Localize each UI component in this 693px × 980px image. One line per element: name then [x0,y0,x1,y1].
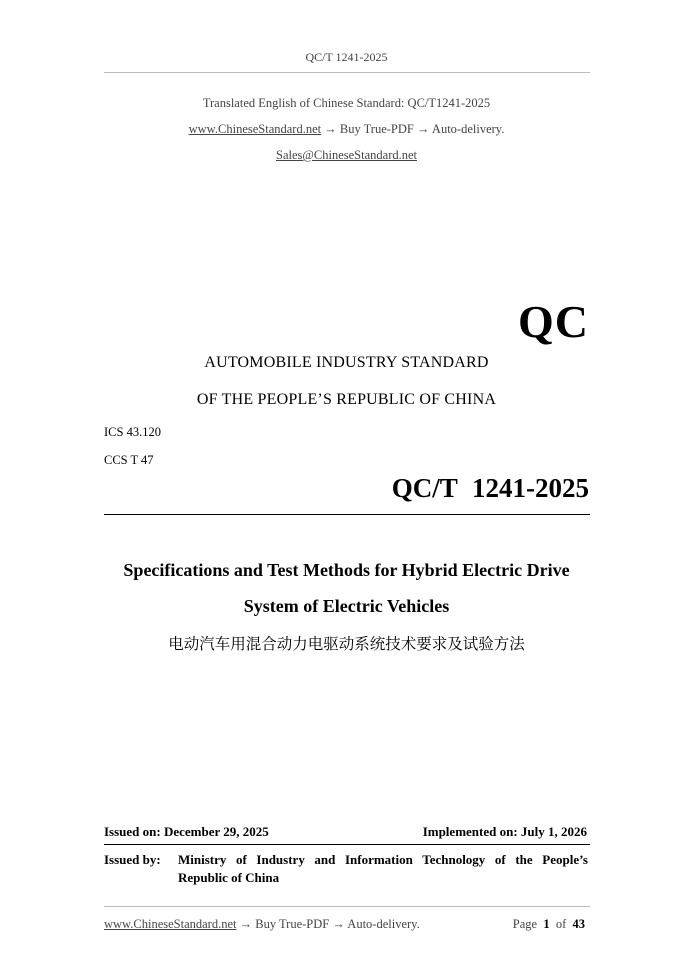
page-of: of [555,917,567,931]
standard-number: QC/T 1241-2025 [391,473,589,503]
standard-number-divider [104,514,590,515]
issuer-line-1: Ministry of Industry and Information Technology of the People’s [178,852,588,867]
organization-line-1: AUTOMOBILE INDUSTRY STANDARD [204,354,489,371]
ccs-code: CCS T 47 [104,453,154,467]
footer-website-link[interactable]: www.ChineseStandard.net [104,917,237,931]
page-indicator [513,917,585,932]
header-standard-code: QC/T 1241-2025 [305,50,388,64]
organization-line-2: OF THE PEOPLE’S REPUBLIC OF CHINA [196,391,497,408]
title-english-line-2: System of Electric Vehicles [243,596,450,616]
issuer-line-2: Republic of China [178,870,280,885]
total-pages: 43 [572,917,585,931]
translation-notice: Translated English of Chinese Standard: QC/T1241-2025 [202,96,491,110]
footer-divider [104,906,590,907]
purchase-notice-text: → Buy True-PDF → Auto-delivery. [321,122,505,136]
website-link[interactable]: www.ChineseStandard.net [188,122,322,136]
dates-divider [104,844,590,845]
ics-code: ICS 43.120 [104,425,161,439]
page-label: Page [512,917,538,931]
qc-logo: QC [518,296,589,347]
purchase-notice [0,122,693,137]
header-divider [104,72,590,73]
current-page: 1 [543,917,550,931]
issued-by-label: Issued by: [104,852,161,867]
footer-purchase-text: → Buy True-PDF → Auto-delivery. [236,917,420,931]
title-english-line-1: Specifications and Test Methods for Hybrid Electric Drive [123,560,570,580]
title-chinese: 电动汽车用混合动力电驱动系统技术要求及试验方法 [168,635,525,653]
footer-purchase-notice [104,917,420,932]
implemented-on-date: Implemented on: July 1, 2026 [422,824,587,839]
email-link[interactable]: Sales@ChineseStandard.net [276,148,417,162]
email-line [0,148,693,163]
issued-on-date: Issued on: December 29, 2025 [104,824,269,839]
issued-by [104,851,588,887]
